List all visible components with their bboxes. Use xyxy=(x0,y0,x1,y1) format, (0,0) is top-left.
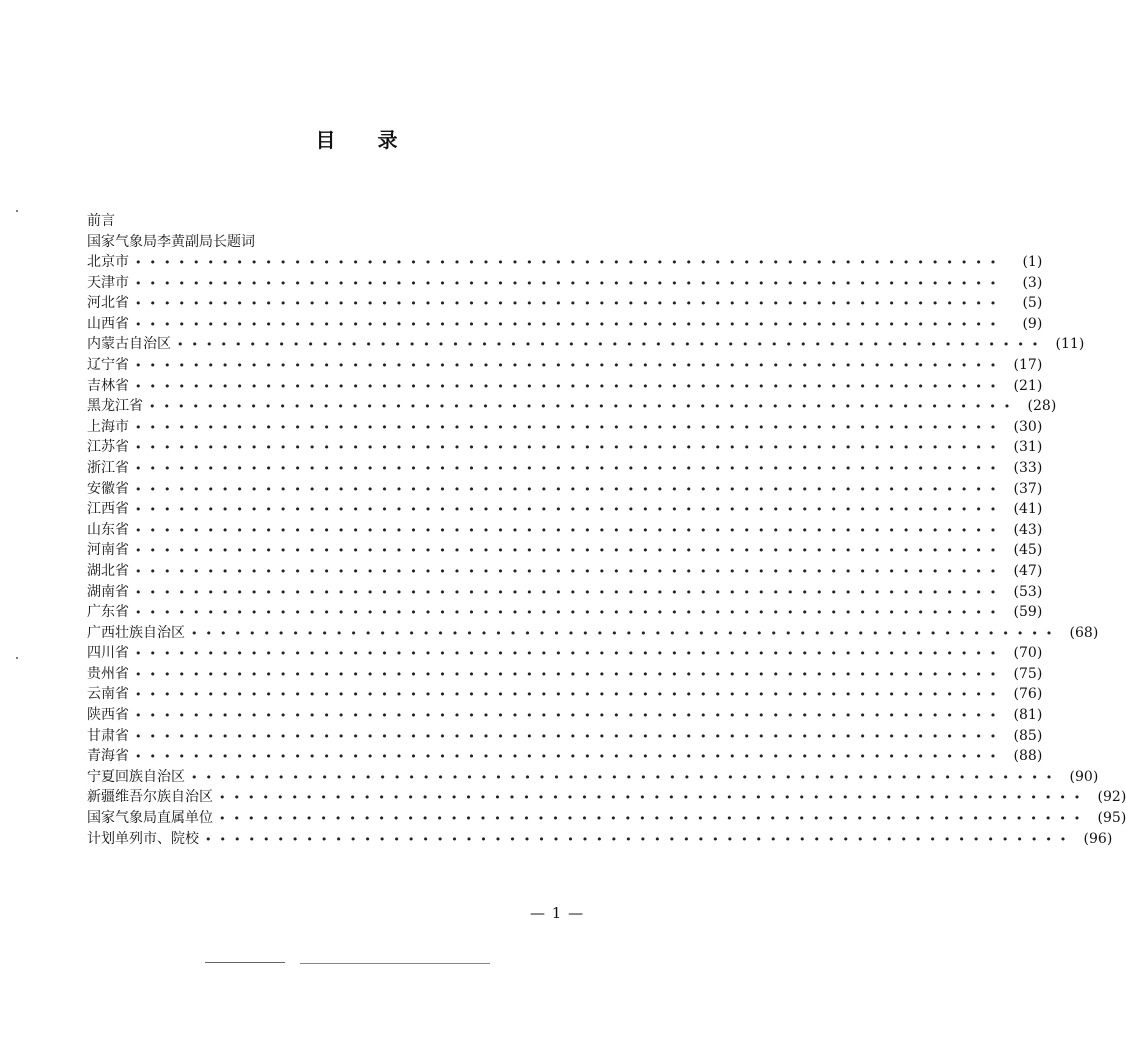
toc-entry[interactable] xyxy=(87,376,1043,397)
dot-leader: •••••••••••••••••••••••••••••••••••••••••••••••••••••••••••• xyxy=(135,358,1005,372)
dot-leader: •••••••••••••••••••••••••••••••••••••••••••••••••••••••••••• xyxy=(135,420,1005,434)
toc-entry-label: 河南省 xyxy=(87,542,129,559)
title-char-1: 目 xyxy=(315,128,336,152)
toc-entry-page: (45) xyxy=(1013,542,1043,559)
toc-entry-label: 湖北省 xyxy=(87,562,129,579)
toc-entry[interactable] xyxy=(87,664,1043,685)
dedication-entry[interactable]: 国家气象局李黄副局长题词 xyxy=(87,233,255,250)
scan-artifact-line xyxy=(300,963,490,964)
dot-leader: •••••••••••••••••••••••••••••••••••••••••••••••••••••••••••• xyxy=(135,441,1005,455)
toc-entry-label: 湖南省 xyxy=(87,583,129,600)
dot-leader: •••••••••••••••••••••••••••••••••••••••••••••••••••••••••••• xyxy=(135,317,1005,331)
toc-entry[interactable] xyxy=(87,314,1043,335)
toc-entry[interactable] xyxy=(87,705,1043,726)
dot-leader: •••••••••••••••••••••••••••••••••••••••••••••••••••••••••••• xyxy=(135,379,1005,393)
scan-artifact-speck xyxy=(16,657,18,659)
toc-entry-label: 陕西省 xyxy=(87,707,129,724)
dot-leader: •••••••••••••••••••••••••••••••••••••••••••••••••••••••••••• xyxy=(149,400,1019,414)
toc-entry-page: (11) xyxy=(1055,336,1085,353)
toc-entry[interactable] xyxy=(87,252,1043,273)
title-char-2: 录 xyxy=(377,128,398,152)
toc-entry-page: (5) xyxy=(1022,295,1043,312)
toc-entry-page: (96) xyxy=(1083,830,1113,847)
dot-leader: •••••••••••••••••••••••••••••••••••••••••••••••••••••••••••• xyxy=(135,482,1005,496)
dot-leader: •••••••••••••••••••••••••••••••••••••••••••••••••••••••••••• xyxy=(191,770,1061,784)
toc-entry-page: (17) xyxy=(1013,356,1043,373)
dot-leader: •••••••••••••••••••••••••••••••••••••••••••••••••••••••••••• xyxy=(135,709,1005,723)
toc-entry-page: (47) xyxy=(1013,562,1043,579)
scan-artifact-line xyxy=(205,962,285,963)
toc-entry[interactable] xyxy=(87,334,1085,355)
toc-entry-label: 广西壮族自治区 xyxy=(87,624,185,641)
toc-entry-label: 吉林省 xyxy=(87,377,129,394)
dot-leader: •••••••••••••••••••••••••••••••••••••••••••••••••••••••••••• xyxy=(135,647,1005,661)
toc-entry-page: (88) xyxy=(1013,748,1043,765)
toc-entry-page: (31) xyxy=(1013,439,1043,456)
dot-leader: •••••••••••••••••••••••••••••••••••••••••••••••••••••••••••• xyxy=(177,338,1047,352)
toc-entry-label: 河北省 xyxy=(87,295,129,312)
dot-leader: •••••••••••••••••••••••••••••••••••••••••••••••••••••••••••• xyxy=(135,667,1005,681)
toc-entry-label: 山西省 xyxy=(87,315,129,332)
toc-entry-page: (3) xyxy=(1022,274,1043,291)
toc-entry-page: (95) xyxy=(1097,810,1126,827)
page-number: — 1 — xyxy=(530,904,585,922)
toc-entry-label: 四川省 xyxy=(87,645,129,662)
toc-entry-label: 安徽省 xyxy=(87,480,129,497)
toc-entry[interactable] xyxy=(87,293,1043,314)
toc-entry[interactable] xyxy=(87,767,1099,788)
toc-entry-page: (75) xyxy=(1013,665,1043,682)
toc-entry-page: (92) xyxy=(1097,789,1126,806)
dot-leader: •••••••••••••••••••••••••••••••••••••••••••••••••••••••••••• xyxy=(219,791,1089,805)
toc-entry-label: 云南省 xyxy=(87,686,129,703)
dot-leader: •••••••••••••••••••••••••••••••••••••••••••••••••••••••••••• xyxy=(135,606,1005,620)
toc-entry[interactable] xyxy=(87,520,1043,541)
dot-leader: •••••••••••••••••••••••••••••••••••••••••••••••••••••••••••• xyxy=(135,564,1005,578)
dot-leader: •••••••••••••••••••••••••••••••••••••••••••••••••••••••••••• xyxy=(135,688,1005,702)
toc-entry[interactable] xyxy=(87,499,1043,520)
toc-entry[interactable] xyxy=(87,684,1043,705)
toc-entry-label: 上海市 xyxy=(87,418,129,435)
dot-leader: •••••••••••••••••••••••••••••••••••••••••••••••••••••••••••• xyxy=(205,832,1075,846)
table-of-contents xyxy=(87,211,1126,849)
toc-entry-label: 江苏省 xyxy=(87,439,129,456)
toc-entry[interactable] xyxy=(87,458,1043,479)
toc-entry-label: 黑龙江省 xyxy=(87,398,143,415)
dot-leader: •••••••••••••••••••••••••••••••••••••••••••••••••••••••••••• xyxy=(135,461,1005,475)
toc-entry-list xyxy=(87,252,1126,849)
toc-entry-label: 宁夏回族自治区 xyxy=(87,768,185,785)
toc-entry-page: (90) xyxy=(1069,768,1099,785)
toc-entry[interactable] xyxy=(87,602,1043,623)
toc-entry-label: 青海省 xyxy=(87,748,129,765)
toc-entry-page: (9) xyxy=(1022,315,1043,332)
toc-entry-label: 内蒙古自治区 xyxy=(87,336,171,353)
dot-leader: •••••••••••••••••••••••••••••••••••••••••••••••••••••••••••• xyxy=(135,523,1005,537)
dot-leader: •••••••••••••••••••••••••••••••••••••••••••••••••••••••••••• xyxy=(135,544,1005,558)
toc-entry[interactable] xyxy=(87,561,1043,582)
toc-entry[interactable] xyxy=(87,582,1043,603)
toc-entry-page: (68) xyxy=(1069,624,1099,641)
page-title xyxy=(0,124,713,153)
toc-entry[interactable] xyxy=(87,273,1043,294)
toc-entry-page: (33) xyxy=(1013,459,1043,476)
toc-entry-page: (81) xyxy=(1013,707,1043,724)
toc-entry[interactable] xyxy=(87,540,1043,561)
toc-entry-label: 贵州省 xyxy=(87,665,129,682)
toc-entry-label: 新疆维吾尔族自治区 xyxy=(87,789,213,806)
toc-entry[interactable] xyxy=(87,396,1057,417)
dot-leader: •••••••••••••••••••••••••••••••••••••••••••••••••••••••••••• xyxy=(135,297,1005,311)
dot-leader: •••••••••••••••••••••••••••••••••••••••••••••••••••••••••••• xyxy=(191,626,1061,640)
dot-leader: •••••••••••••••••••••••••••••••••••••••••••••••••••••••••••• xyxy=(219,812,1089,826)
toc-entry[interactable] xyxy=(87,479,1043,500)
toc-entry-label: 天津市 xyxy=(87,274,129,291)
toc-entry-label: 江西省 xyxy=(87,501,129,518)
dot-leader: •••••••••••••••••••••••••••••••••••••••••••••••••••••••••••• xyxy=(135,585,1005,599)
toc-entry[interactable] xyxy=(87,355,1043,376)
toc-entry-label: 国家气象局直属单位 xyxy=(87,810,213,827)
dot-leader: •••••••••••••••••••••••••••••••••••••••••••••••••••••••••••• xyxy=(135,729,1005,743)
toc-entry-page: (70) xyxy=(1013,645,1043,662)
toc-entry[interactable] xyxy=(87,437,1043,458)
toc-entry-page: (85) xyxy=(1013,727,1043,744)
toc-entry-page: (30) xyxy=(1013,418,1043,435)
dot-leader: •••••••••••••••••••••••••••••••••••••••••••••••••••••••••••• xyxy=(135,503,1005,517)
toc-entry[interactable] xyxy=(87,726,1043,747)
toc-entry-label: 北京市 xyxy=(87,254,129,270)
toc-entry[interactable] xyxy=(87,829,1113,850)
toc-entry-page: (41) xyxy=(1013,501,1043,518)
toc-entry-label: 广东省 xyxy=(87,604,129,621)
toc-entry-page: (59) xyxy=(1013,604,1043,621)
toc-entry-page: (28) xyxy=(1027,398,1057,415)
toc-entry[interactable] xyxy=(87,808,1126,829)
toc-entry[interactable] xyxy=(87,643,1043,664)
dot-leader: •••••••••••••••••••••••••••••••••••••••••••••••••••••••••••• xyxy=(135,750,1005,764)
toc-entry-label: 辽宁省 xyxy=(87,356,129,373)
scan-artifact-speck xyxy=(16,210,18,212)
toc-entry[interactable] xyxy=(87,787,1126,808)
toc-entry-page: (1) xyxy=(1022,254,1043,270)
toc-entry-page: (76) xyxy=(1013,686,1043,703)
toc-entry-label: 浙江省 xyxy=(87,459,129,476)
toc-entry-page: (43) xyxy=(1013,521,1043,538)
toc-entry-label: 甘肃省 xyxy=(87,727,129,744)
toc-entry-page: (37) xyxy=(1013,480,1043,497)
dot-leader: •••••••••••••••••••••••••••••••••••••••••••••••••••••••••••• xyxy=(135,276,1005,290)
dot-leader: •••••••••••••••••••••••••••••••••••••••••••••••••••••••••••• xyxy=(135,256,1005,269)
toc-entry[interactable] xyxy=(87,623,1099,644)
toc-entry[interactable] xyxy=(87,417,1043,438)
toc-entry-page: (21) xyxy=(1013,377,1043,394)
toc-entry-page: (53) xyxy=(1013,583,1043,600)
toc-entry-label: 计划单列市、院校 xyxy=(87,830,199,847)
toc-entry[interactable] xyxy=(87,746,1043,767)
preface-entry[interactable]: 前言 xyxy=(87,213,115,229)
toc-entry-label: 山东省 xyxy=(87,521,129,538)
